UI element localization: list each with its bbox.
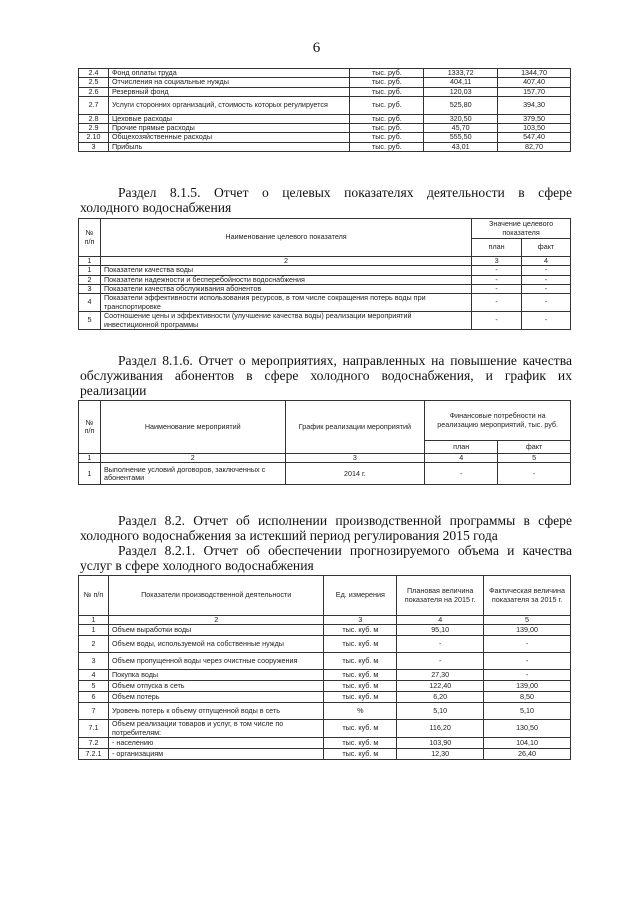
- cell-name: Услуги сторонних организаций, стоимость которых регулируется: [108, 96, 349, 114]
- cell-unit: тыс. куб. м: [324, 692, 397, 703]
- cell-unit: тыс. руб.: [350, 87, 424, 96]
- table-row: [79, 653, 571, 670]
- table-row: [79, 96, 571, 114]
- measures-header-plan: план: [425, 441, 498, 454]
- cell-plan: 6,20: [397, 692, 484, 703]
- cell-num: 5: [79, 681, 109, 692]
- section-821-line1: Раздел 8.2.1. Отчет об обеспечении прогнозируемого объема и качества: [118, 543, 572, 558]
- cell-plan: 95,10: [397, 625, 484, 636]
- cell-num: 6: [79, 692, 109, 703]
- targets-header-num: № п/п: [79, 219, 101, 257]
- cell-fact: 139,00: [484, 625, 571, 636]
- cell-fact: 103,50: [498, 124, 571, 133]
- table-row: [79, 692, 571, 703]
- table-row: [79, 636, 571, 653]
- table-row: [79, 720, 571, 738]
- cell-plan: -: [472, 266, 522, 275]
- cell-unit: тыс. руб.: [350, 69, 424, 78]
- cell-plan: 45,70: [424, 124, 498, 133]
- measures-table: [78, 400, 571, 485]
- table-row: [79, 737, 571, 748]
- section-815-heading: [80, 185, 572, 215]
- cell-plan: 116,20: [397, 720, 484, 738]
- cell-unit: тыс. руб.: [350, 142, 424, 151]
- measures-header-num: № п/п: [79, 401, 101, 454]
- cell-num: 2: [79, 636, 109, 653]
- section-815-line2: холодного водоснабжения: [80, 200, 232, 215]
- cell-plan: -: [472, 294, 522, 312]
- cell-fact: 1344,70: [498, 69, 571, 78]
- cell-fact: 394,30: [498, 96, 571, 114]
- cell-num: 2: [79, 275, 101, 284]
- cell-name: Общехозяйственные расходы: [108, 133, 349, 142]
- cell-unit: %: [324, 703, 397, 720]
- cell-name: Цеховые расходы: [108, 114, 349, 123]
- cell-plan: 122,40: [397, 681, 484, 692]
- cell-plan: 1333,72: [424, 69, 498, 78]
- cell-num: 4: [79, 670, 109, 681]
- cell-name: Резервный фонд: [108, 87, 349, 96]
- cell-fact: -: [484, 670, 571, 681]
- measures-index-cell: 2: [100, 454, 285, 463]
- table-row: [79, 284, 571, 293]
- table-row: [79, 625, 571, 636]
- targets-table: [78, 218, 571, 330]
- cell-num: 2.9: [79, 124, 109, 133]
- table-row: [79, 142, 571, 151]
- cell-num: 2.7: [79, 96, 109, 114]
- cell-plan: 404,11: [424, 78, 498, 87]
- targets-header-plan: план: [472, 239, 522, 257]
- cell-unit: тыс. куб. м: [324, 653, 397, 670]
- cell-num: 3: [79, 653, 109, 670]
- production-index-cell: 4: [397, 616, 484, 625]
- section-816-line1: Раздел 8.1.6. Отчет о мероприятиях, направленных на повышение качества: [118, 353, 572, 368]
- cell-name: - организациям: [108, 748, 323, 759]
- targets-header-name: Наименование целевого показателя: [100, 219, 471, 257]
- section-82-line2: холодного водоснабжения за истекший период регулирования 2015 года: [80, 528, 498, 543]
- section-816-heading: [80, 353, 572, 398]
- cell-plan: 43,01: [424, 142, 498, 151]
- cell-unit: тыс. куб. м: [324, 737, 397, 748]
- targets-header-fact: факт: [522, 239, 571, 257]
- cell-name: Показатели надежности и бесперебойности водоснабжения: [100, 275, 471, 284]
- cell-plan: 103,90: [397, 737, 484, 748]
- measures-index-cell: 4: [425, 454, 498, 463]
- cell-unit: тыс. куб. м: [324, 670, 397, 681]
- cell-fact: -: [484, 636, 571, 653]
- measures-header-fin: Финансовые потребности на реализацию мероприятий, тыс. руб.: [425, 401, 571, 441]
- cell-plan: 320,50: [424, 114, 498, 123]
- cell-plan: -: [397, 636, 484, 653]
- measures-header-schedule: График реализации мероприятий: [285, 401, 425, 454]
- cell-num: 2.10: [79, 133, 109, 142]
- measures-index-cell: 1: [79, 454, 101, 463]
- table-row: [79, 87, 571, 96]
- cell-num: 1: [79, 266, 101, 275]
- table-row: [79, 748, 571, 759]
- table-row: [79, 78, 571, 87]
- targets-index-cell: 1: [79, 257, 101, 266]
- production-header-plan: Плановая величина показателя на 2015 г.: [397, 576, 484, 616]
- section-821-line2: услуг в сфере холодного водоснабжения: [80, 558, 314, 573]
- cell-unit: тыс. руб.: [350, 133, 424, 142]
- cell-fact: 547,40: [498, 133, 571, 142]
- cell-unit: тыс. куб. м: [324, 681, 397, 692]
- measures-header-name: Наименование мероприятий: [100, 401, 285, 454]
- cell-fact: 130,50: [484, 720, 571, 738]
- cell-num: 4: [79, 294, 101, 312]
- table-row: [79, 681, 571, 692]
- cell-fact: 8,50: [484, 692, 571, 703]
- production-header-fact: Фактическая величина показателя за 2015 г.: [484, 576, 571, 616]
- cell-fact: -: [522, 266, 571, 275]
- cell-num: 2.4: [79, 69, 109, 78]
- cell-name: Покупка воды: [108, 670, 323, 681]
- cell-plan: 5,10: [397, 703, 484, 720]
- cell-num: 3: [79, 142, 109, 151]
- cell-fact: 407,40: [498, 78, 571, 87]
- cell-name: Показатели эффективности использования ресурсов, в том числе сокращения потерь воды при транспортировке: [100, 294, 471, 312]
- cost-table: [78, 68, 571, 152]
- measures-index-cell: 5: [498, 454, 571, 463]
- table-row: [79, 703, 571, 720]
- targets-table-body: [79, 266, 571, 330]
- measures-table-body: [79, 463, 571, 485]
- cell-num: 1: [79, 463, 101, 485]
- cell-num: 2.8: [79, 114, 109, 123]
- table-row: [79, 294, 571, 312]
- cell-name: Выполнение условий договоров, заключенных с абонентами: [100, 463, 285, 485]
- cell-fact: -: [522, 284, 571, 293]
- cell-fact: 104,10: [484, 737, 571, 748]
- measures-index-cell: 3: [285, 454, 425, 463]
- cell-fact: 5,10: [484, 703, 571, 720]
- production-table-body: [79, 625, 571, 760]
- cell-fact: -: [498, 463, 571, 485]
- cell-name: Объем потерь: [108, 692, 323, 703]
- production-index-cell: 5: [484, 616, 571, 625]
- cell-unit: тыс. руб.: [350, 78, 424, 87]
- cell-name: Объем реализации товаров и услуг, в том числе по потребителям:: [108, 720, 323, 738]
- production-header-num: № п/п: [79, 576, 109, 616]
- cell-unit: тыс. куб. м: [324, 625, 397, 636]
- table-row: [79, 312, 571, 330]
- measures-header-fact: факт: [498, 441, 571, 454]
- cell-fact: -: [522, 275, 571, 284]
- cell-name: Объем воды, используемой на собственные нужды: [108, 636, 323, 653]
- cell-fact: 139,00: [484, 681, 571, 692]
- table-row: [79, 463, 571, 485]
- cell-unit: тыс. руб.: [350, 124, 424, 133]
- table-row: [79, 266, 571, 275]
- targets-index-cell: 4: [522, 257, 571, 266]
- cell-fact: 82,70: [498, 142, 571, 151]
- cell-name: Прибыль: [108, 142, 349, 151]
- cell-name: Уровень потерь к объему отпущенной воды в сеть: [108, 703, 323, 720]
- cell-fact: -: [522, 312, 571, 330]
- cell-plan: 12,30: [397, 748, 484, 759]
- production-index-cell: 1: [79, 616, 109, 625]
- section-816-line2: обслуживания абонентов в сфере холодного водоснабжения, и график их: [80, 368, 572, 383]
- cell-plan: 555,50: [424, 133, 498, 142]
- cell-name: Объем пропущенной воды через очистные сооружения: [108, 653, 323, 670]
- cell-name: Соотношение цены и эффективности (улучшение качества воды) реализации мероприятий инвестиционной программы: [100, 312, 471, 330]
- cell-plan: 27,30: [397, 670, 484, 681]
- cell-fact: 26,40: [484, 748, 571, 759]
- production-header-unit: Ед. измерения: [324, 576, 397, 616]
- cell-num: 7.2.1: [79, 748, 109, 759]
- cell-name: Объем отпуска в сеть: [108, 681, 323, 692]
- cell-plan: -: [472, 284, 522, 293]
- cell-num: 2.5: [79, 78, 109, 87]
- production-table: [78, 575, 571, 760]
- targets-index-cell: 2: [100, 257, 471, 266]
- table-row: [79, 133, 571, 142]
- cell-unit: тыс. руб.: [350, 114, 424, 123]
- cell-num: 7.2: [79, 737, 109, 748]
- section-82-line1: Раздел 8.2. Отчет об исполнении производственной программы в сфере: [118, 513, 572, 528]
- cell-name: Фонд оплаты труда: [108, 69, 349, 78]
- page-number: 6: [312, 40, 321, 56]
- cell-fact: -: [484, 653, 571, 670]
- cell-plan: -: [472, 312, 522, 330]
- cell-plan: 525,80: [424, 96, 498, 114]
- cell-name: Показатели качества воды: [100, 266, 471, 275]
- production-index-cell: 3: [324, 616, 397, 625]
- cell-name: Показатели качества обслуживания абонентов: [100, 284, 471, 293]
- targets-header-value: Значение целевого показателя: [472, 219, 571, 239]
- cell-num: 7: [79, 703, 109, 720]
- cell-name: Отчисления на социальные нужды: [108, 78, 349, 87]
- cell-name: Прочие прямые расходы: [108, 124, 349, 133]
- cell-fact: -: [522, 294, 571, 312]
- cell-num: 7.1: [79, 720, 109, 738]
- cell-name: - населению: [108, 737, 323, 748]
- production-header-name: Показатели производственной деятельности: [108, 576, 323, 616]
- section-815-line1: Раздел 8.1.5. Отчет о целевых показателях деятельности в сфере: [118, 185, 572, 200]
- cell-unit: тыс. куб. м: [324, 720, 397, 738]
- cell-unit: тыс. руб.: [350, 96, 424, 114]
- cell-name: Объем выработки воды: [108, 625, 323, 636]
- cell-plan: -: [425, 463, 498, 485]
- section-816-line3: реализации: [80, 383, 147, 398]
- cost-table-body: [79, 69, 571, 152]
- table-row: [79, 275, 571, 284]
- cell-plan: -: [472, 275, 522, 284]
- cell-num: 5: [79, 312, 101, 330]
- production-index-cell: 2: [108, 616, 323, 625]
- cell-unit: тыс. куб. м: [324, 636, 397, 653]
- cell-fact: 379,50: [498, 114, 571, 123]
- cell-num: 2.6: [79, 87, 109, 96]
- cell-plan: 120,03: [424, 87, 498, 96]
- section-82-heading: [80, 513, 572, 573]
- cell-unit: тыс. куб. м: [324, 748, 397, 759]
- cell-num: 3: [79, 284, 101, 293]
- cell-fact: 157,70: [498, 87, 571, 96]
- table-row: [79, 670, 571, 681]
- cell-num: 1: [79, 625, 109, 636]
- cell-plan: -: [397, 653, 484, 670]
- targets-index-cell: 3: [472, 257, 522, 266]
- cell-schedule: 2014 г.: [285, 463, 425, 485]
